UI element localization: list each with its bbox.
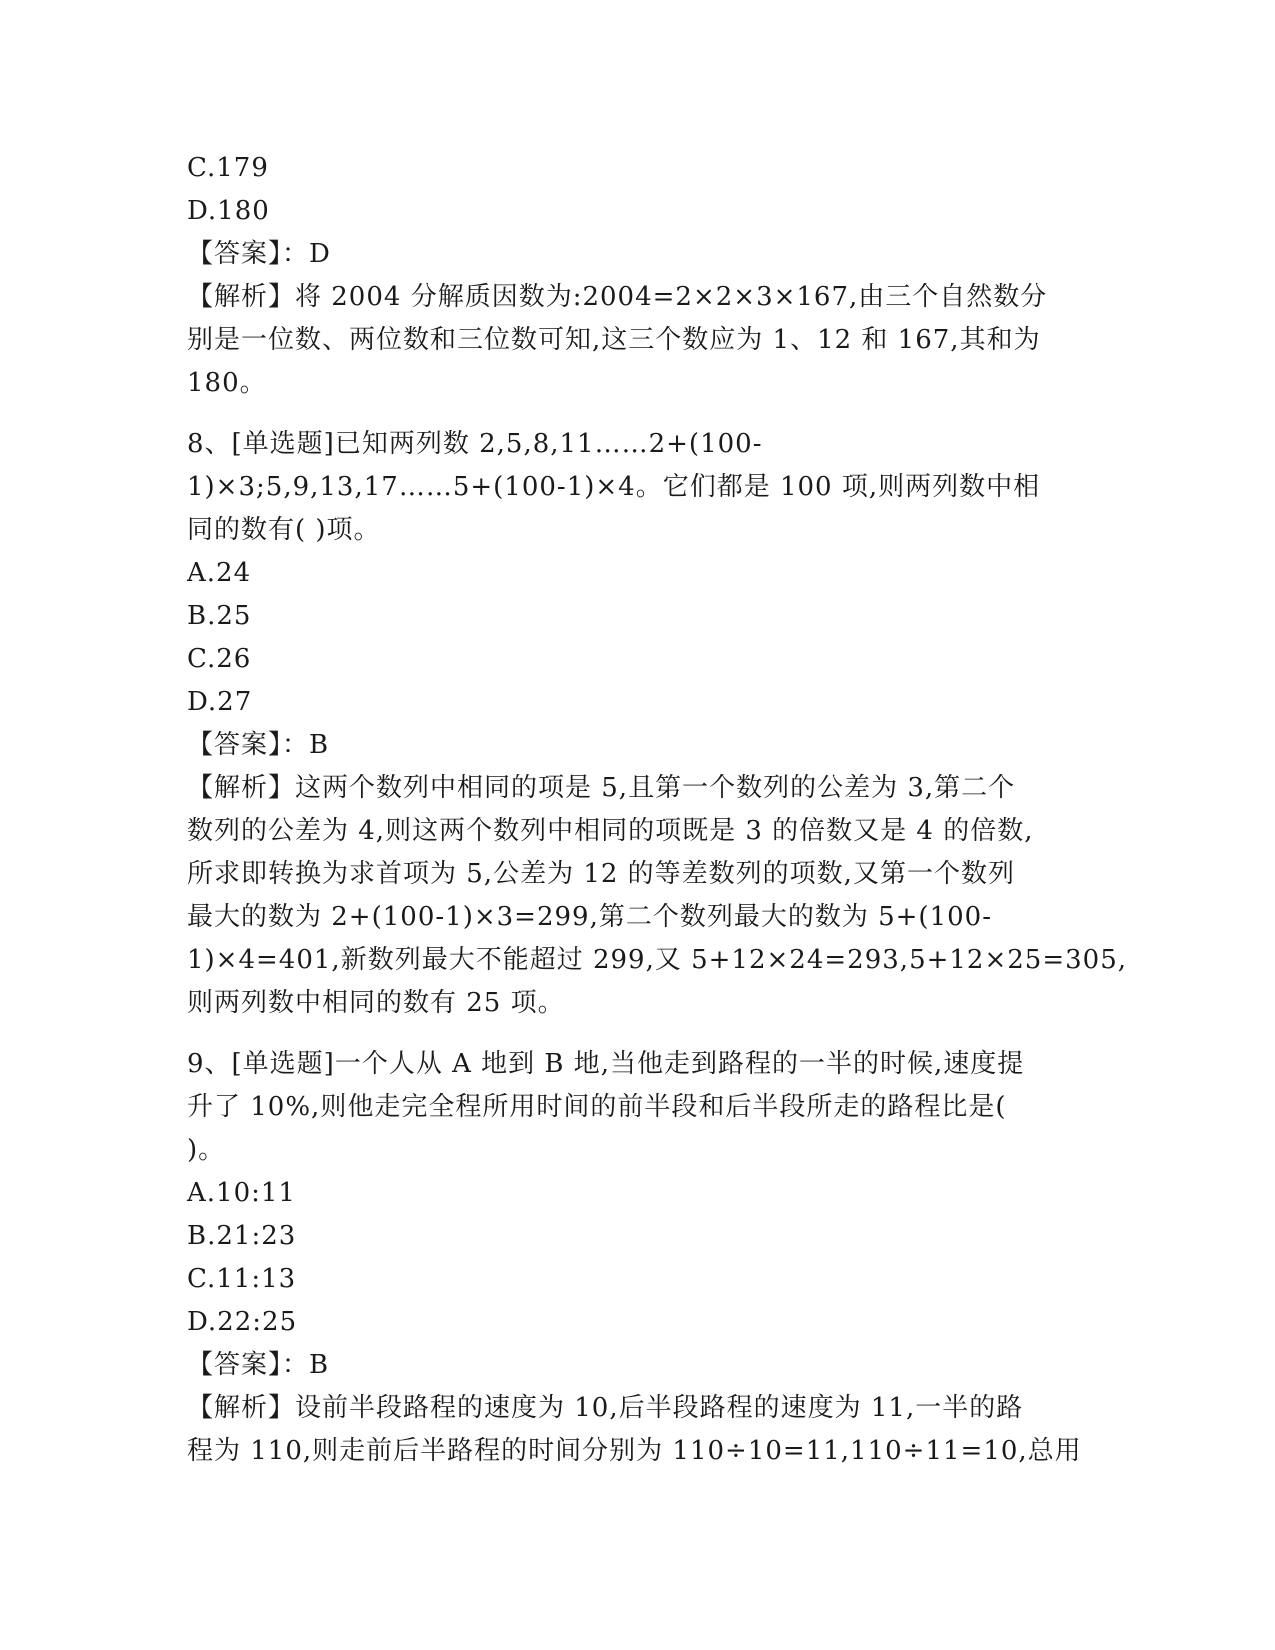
- option-c: C.11:13: [187, 1264, 297, 1294]
- option-c: C.26: [187, 644, 252, 674]
- analysis-line: 180。: [187, 368, 267, 398]
- option-b: B.21:23: [187, 1221, 297, 1251]
- question-stem: )。: [187, 1135, 226, 1165]
- option-c: C.179: [187, 153, 269, 183]
- option-a: A.10:11: [187, 1178, 296, 1208]
- question-8: [187, 423, 1128, 1025]
- analysis-line: 最大的数为 2+(100-1)×3=299,第二个数列最大的数为 5+(100-: [187, 902, 992, 932]
- answer-line: 【答案】：D: [187, 239, 331, 269]
- option-a: A.24: [187, 558, 252, 588]
- answer-line: 【答案】：B: [187, 1350, 330, 1380]
- option-d: D.22:25: [187, 1307, 298, 1337]
- analysis-line: 程为 110,则走前后半路程的时间分别为 110÷10=11,110÷11=10,总用: [187, 1436, 1082, 1466]
- analysis-line: 【解析】将 2004 分解质因数为:2004=2×2×3×167,由三个自然数分: [187, 282, 1048, 312]
- analysis-line: 所求即转换为求首项为 5,公差为 12 的等差数列的项数,又第一个数列: [187, 859, 1015, 889]
- analysis-line: 【解析】这两个数列中相同的项是 5,且第一个数列的公差为 3,第二个: [187, 773, 1016, 803]
- option-b: B.25: [187, 601, 252, 631]
- page-content: [187, 147, 1128, 1473]
- question-9: [187, 1043, 1087, 1473]
- question-stem: 同的数有( )项。: [187, 515, 381, 545]
- analysis-line: 1)×4=401,新数列最大不能超过 299,又 5+12×24=293,5+12×25=305,: [187, 945, 1128, 975]
- question-stem: 9、[单选题]一个人从 A 地到 B 地,当他走到路程的一半的时候,速度提: [187, 1049, 1025, 1079]
- question-stem: 8、[单选题]已知两列数 2,5,8,11……2+(100-: [187, 429, 763, 459]
- analysis-line: 别是一位数、两位数和三位数可知,这三个数应为 1、12 和 167,其和为: [187, 325, 1041, 355]
- option-d: D.180: [187, 196, 270, 226]
- question-stem: 1)×3;5,9,13,17……5+(100-1)×4。它们都是 100 项,则两列数中相: [187, 472, 1041, 502]
- analysis-line: 则两列数中相同的数有 25 项。: [187, 988, 565, 1018]
- analysis-line: 【解析】设前半段路程的速度为 10,后半段路程的速度为 11,一半的路: [187, 1393, 1024, 1423]
- analysis-line: 数列的公差为 4,则这两个数列中相同的项既是 3 的倍数又是 4 的倍数,: [187, 816, 1034, 846]
- option-d: D.27: [187, 687, 253, 717]
- answer-line: 【答案】：B: [187, 730, 330, 760]
- question-stem: 升了 10%,则他走完全程所用时间的前半段和后半段所走的路程比是(: [187, 1092, 1007, 1122]
- question-7-tail: [187, 147, 1087, 405]
